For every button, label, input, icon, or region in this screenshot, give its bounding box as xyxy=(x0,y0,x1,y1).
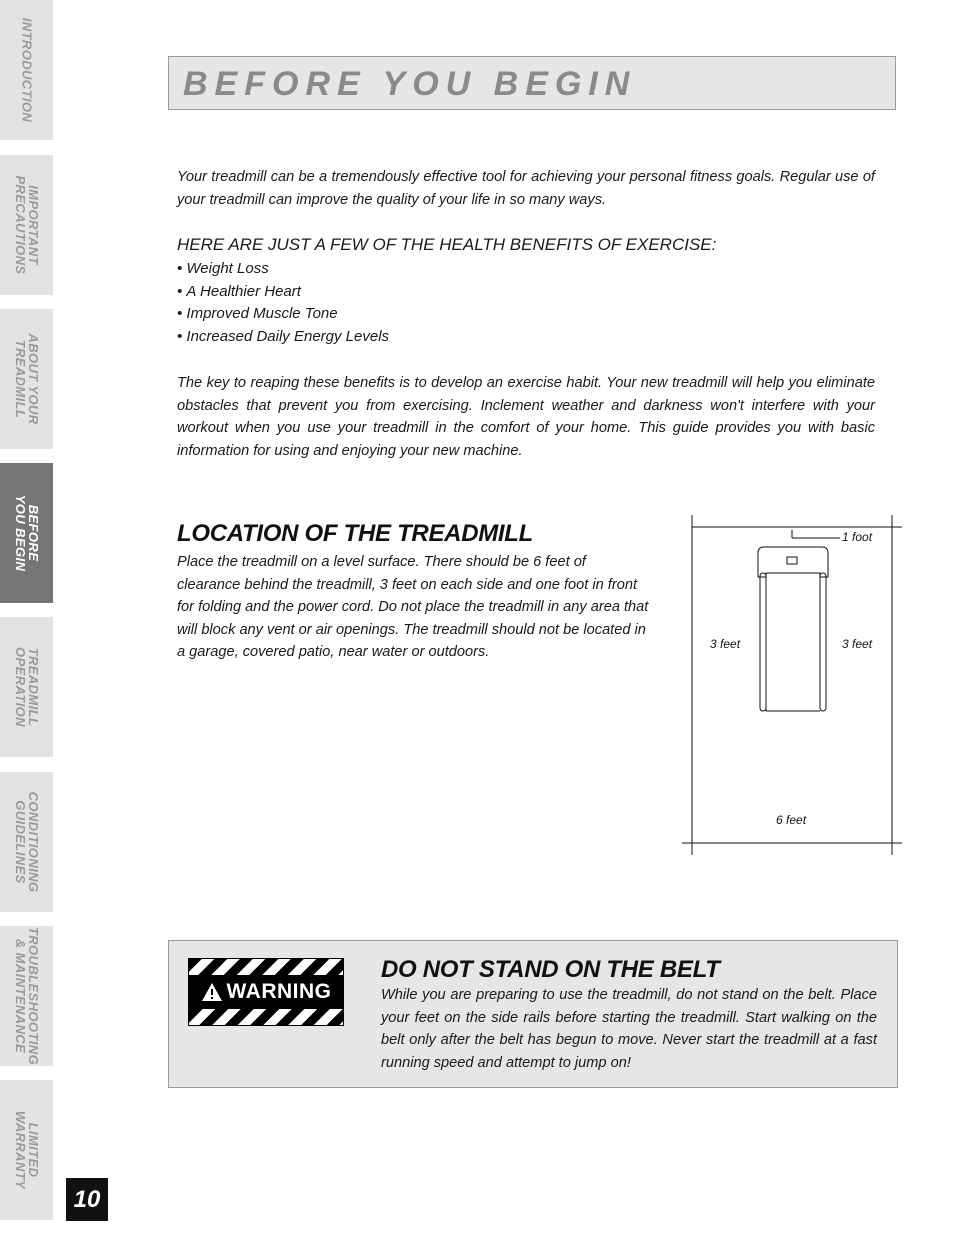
treadmill-top-view xyxy=(758,547,828,711)
list-item: • A Healthier Heart xyxy=(177,281,389,304)
intro-paragraph: Your treadmill can be a tremendously effective tool for achieving your personal fitness goals. Regular use of your treadmill can improve the quality of your life in so many ways. xyxy=(177,169,875,208)
tab-treadmill-operation[interactable] xyxy=(0,617,53,757)
warning-triangle-icon xyxy=(201,982,223,1002)
rear-clearance-label: 6 feet xyxy=(776,813,807,827)
page-title: BEFORE YOU BEGIN xyxy=(183,65,637,103)
title-banner xyxy=(168,56,896,110)
list-item: • Weight Loss xyxy=(177,258,389,281)
list-item: • Increased Daily Energy Levels xyxy=(177,326,389,349)
tab-about-your-treadmill[interactable] xyxy=(0,309,53,449)
tab-conditioning-guidelines[interactable] xyxy=(0,772,53,912)
location-heading: LOCATION OF THE TREADMILL xyxy=(177,520,534,547)
location-paragraph: Place the treadmill on a level surface. There should be 6 feet of clearance behind the treadmill, 3 feet on each side and one foot in front for folding and the power cord. Do not place the treadmill in any area that will block any vent or air openings. The treadmill should not be located in a garage, covered patio, near water or outdoors. xyxy=(177,554,649,660)
warning-label: WARNING xyxy=(226,980,332,1003)
warning-heading: DO NOT STAND ON THE BELT xyxy=(381,956,720,983)
left-clearance-label: 3 feet xyxy=(710,637,741,651)
tab-label: INTRODUCTION xyxy=(19,17,34,123)
warning-box xyxy=(168,940,898,1088)
tab-label: CONDITIONING GUIDELINES xyxy=(12,791,41,893)
tab-label: BEFORE YOU BEGIN xyxy=(12,494,41,572)
tab-troubleshooting-maintenance[interactable] xyxy=(0,926,53,1066)
tab-introduction[interactable] xyxy=(0,0,53,140)
clearance-diagram xyxy=(680,515,905,855)
tab-label: TREADMILL OPERATION xyxy=(12,647,41,727)
tab-important-precautions[interactable] xyxy=(0,155,53,295)
right-clearance-label: 3 feet xyxy=(842,637,873,651)
warning-badge xyxy=(188,958,344,1026)
warning-paragraph: While you are preparing to use the treadmill, do not stand on the belt. Place your feet on the side rails before starting the treadmill. Start walking on the belt only after the belt has begun to move. Never start the treadmill at a fast running speed and attempt to jump on! xyxy=(381,987,877,1071)
page-number: 10 xyxy=(66,1178,108,1221)
key-paragraph: The key to reaping these benefits is to develop an exercise habit. Your new treadmill will help you eliminate obstacles that prevent you from exercising. Inclement weather and darkness won't interfere with your workout when you use your treadmill in the comfort of your home. This guide provides you with basic information for using and enjoying your new machine. xyxy=(177,375,875,459)
tab-label: ABOUT YOUR TREADMILL xyxy=(12,333,41,425)
warning-band xyxy=(189,975,343,1009)
tab-limited-warranty[interactable] xyxy=(0,1080,53,1220)
tab-label: LIMITED WARRANTY xyxy=(12,1110,41,1190)
tab-label: IMPORTANT PRECAUTIONS xyxy=(12,175,41,275)
tab-before-you-begin[interactable] xyxy=(0,463,53,603)
front-clearance-label: 1 foot xyxy=(842,530,873,544)
list-item: • Improved Muscle Tone xyxy=(177,303,389,326)
benefits-heading: HERE ARE JUST A FEW OF THE HEALTH BENEFITS OF EXERCISE: xyxy=(177,235,717,254)
clearance-diagram-drawing xyxy=(680,515,905,855)
benefits-list xyxy=(177,258,389,349)
tab-label: TROUBLESHOOTING & MAINTENANCE xyxy=(12,926,41,1066)
